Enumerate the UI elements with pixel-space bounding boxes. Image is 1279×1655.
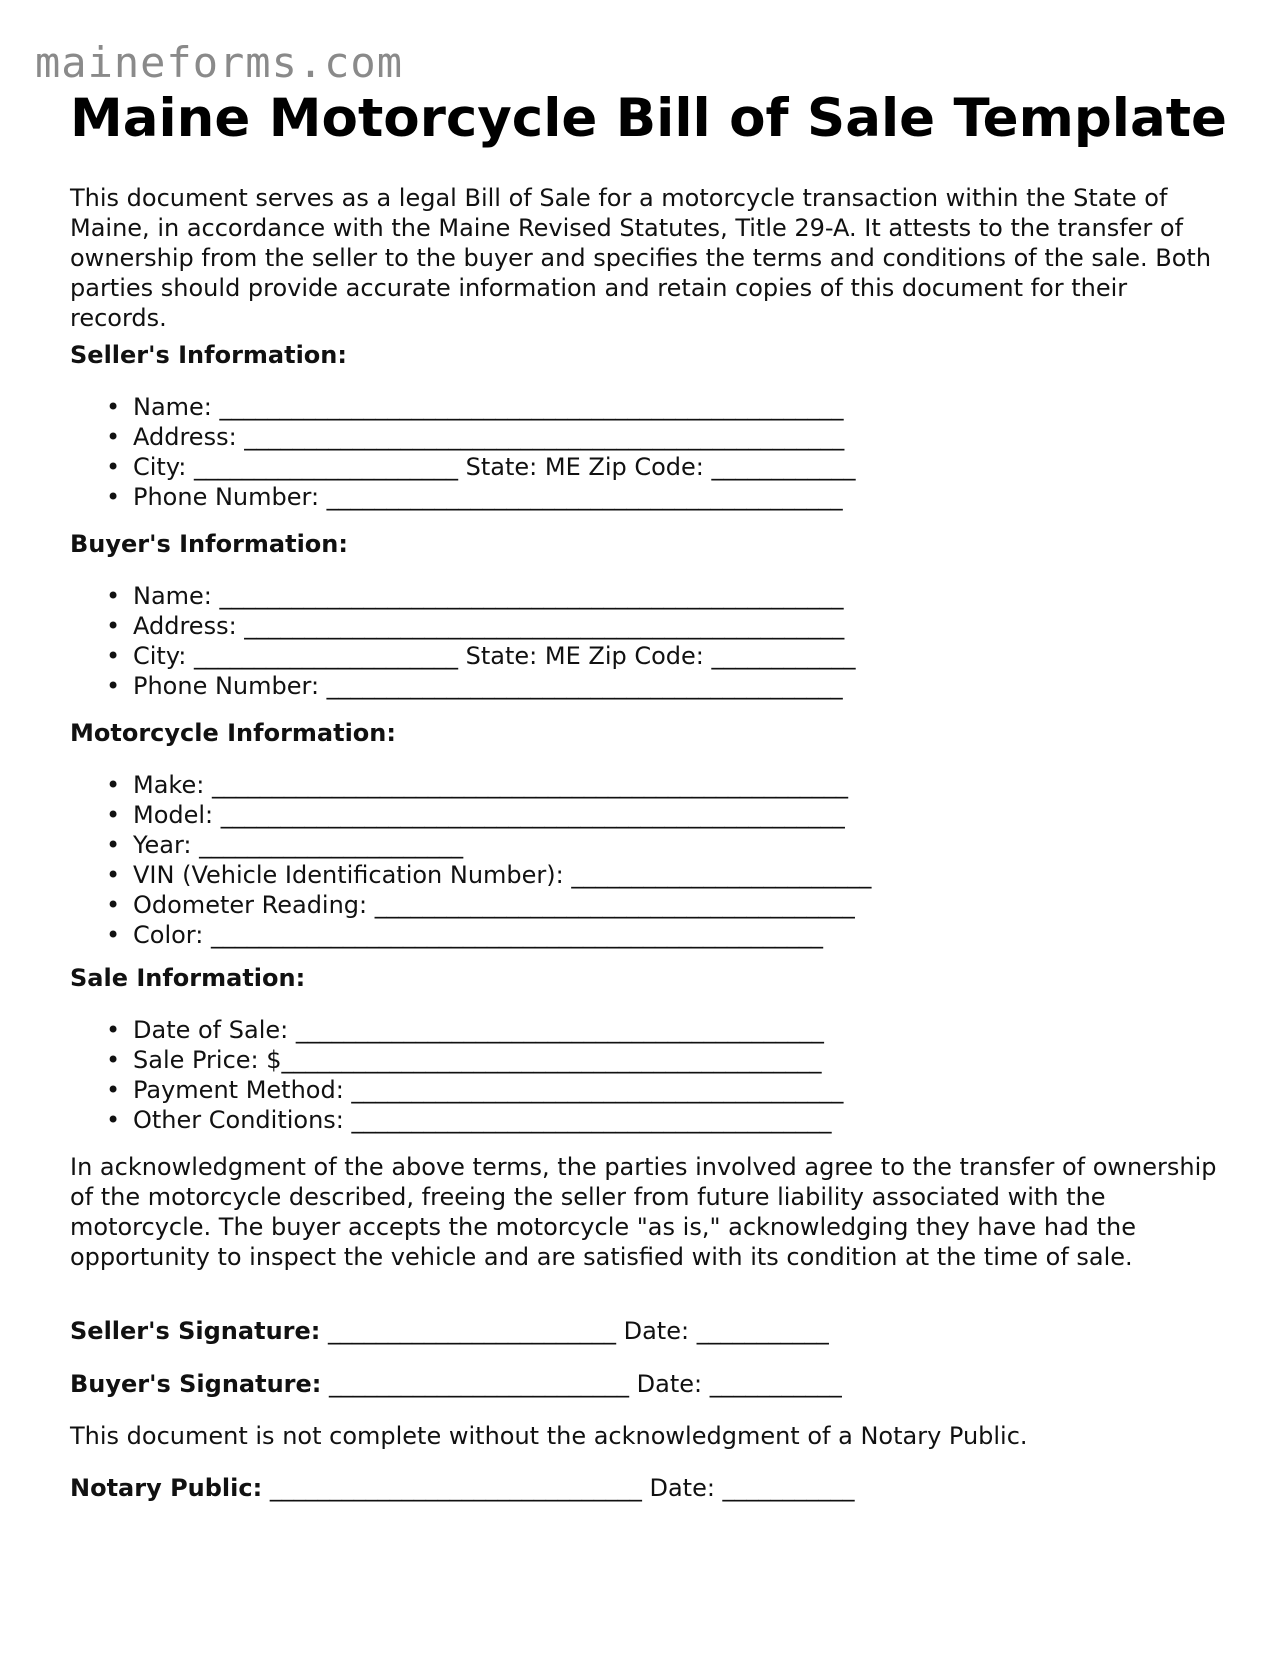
seller-city-field[interactable]: • City: ______________________ State: ME Zip Code: ____________ — [70, 452, 856, 482]
seller-signature-label: Seller's Signature: — [70, 1317, 321, 1345]
buyer-fields — [70, 581, 856, 701]
motorcycle-vin-field[interactable]: • VIN (Vehicle Identification Number): _________________________ — [70, 860, 871, 890]
seller-fields — [70, 392, 856, 512]
sale-payment-field[interactable]: • Payment Method: _________________________________________ — [70, 1075, 843, 1105]
motorcycle-odometer-field[interactable]: • Odometer Reading: ________________________________________ — [70, 890, 871, 920]
buyer-signature-blanks[interactable]: _________________________ Date: ___________ — [321, 1370, 842, 1398]
seller-signature-blanks[interactable]: ________________________ Date: ___________ — [320, 1317, 829, 1345]
motorcycle-heading: Motorcycle Information: — [70, 719, 396, 747]
motorcycle-color-field[interactable]: • Color: ___________________________________________________ — [70, 920, 871, 950]
seller-address-field[interactable]: • Address: __________________________________________________ — [70, 422, 856, 452]
document-title: Maine Motorcycle Bill of Sale Template — [70, 88, 1227, 149]
sale-heading: Sale Information: — [70, 964, 306, 992]
motorcycle-year-field[interactable]: • Year: ______________________ — [70, 830, 871, 860]
motorcycle-fields — [70, 770, 871, 950]
buyer-phone-field[interactable]: • Phone Number: ___________________________________________ — [70, 671, 856, 701]
buyer-heading: Buyer's Information: — [70, 530, 348, 558]
seller-signature-line[interactable] — [70, 1316, 829, 1346]
buyer-signature-label: Buyer's Signature: — [70, 1370, 322, 1398]
notary-signature-line[interactable] — [70, 1473, 855, 1503]
buyer-signature-line[interactable] — [70, 1369, 842, 1399]
seller-heading: Seller's Information: — [70, 341, 347, 369]
sale-conditions-field[interactable]: • Other Conditions: ________________________________________ — [70, 1105, 843, 1135]
notary-signature-blanks[interactable]: _______________________________ Date: ___________ — [262, 1474, 855, 1502]
sale-fields — [70, 1015, 843, 1135]
buyer-name-field[interactable]: • Name: ____________________________________________________ — [70, 581, 856, 611]
intro-paragraph: This document serves as a legal Bill of Sale for a motorcycle transaction within the State of Maine, in accordance with the Maine Revised Statutes, Title 29-A. It attests to the transfer of ownership from the seller to the buyer and specifies the terms and conditions of the sale. Both parties should provide accurate information and retain copies of this document for their records. — [70, 184, 1212, 332]
motorcycle-make-field[interactable]: • Make: _____________________________________________________ — [70, 770, 871, 800]
notary-note: This document is not complete without the acknowledgment of a Notary Public. — [70, 1422, 1028, 1450]
acknowledgment-paragraph: In acknowledgment of the above terms, the parties involved agree to the transfer of ownership of the motorcycle described, freeing the seller from future liability associated with the motorcycle. The buyer accepts the motorcycle "as is," acknowledging they have had the opportunity to inspect the vehicle and are satisfied with its condition at the time of sale. — [70, 1153, 1217, 1271]
buyer-address-field[interactable]: • Address: __________________________________________________ — [70, 611, 856, 641]
seller-name-field[interactable]: • Name: ____________________________________________________ — [70, 392, 856, 422]
motorcycle-model-field[interactable]: • Model: ____________________________________________________ — [70, 800, 871, 830]
notary-signature-label: Notary Public: — [70, 1474, 263, 1502]
buyer-city-field[interactable]: • City: ______________________ State: ME Zip Code: ____________ — [70, 641, 856, 671]
watermark-text: maineforms.com — [35, 38, 404, 87]
sale-date-field[interactable]: • Date of Sale: ____________________________________________ — [70, 1015, 843, 1045]
sale-price-field[interactable]: • Sale Price: $_____________________________________________ — [70, 1045, 843, 1075]
seller-phone-field[interactable]: • Phone Number: ___________________________________________ — [70, 482, 856, 512]
